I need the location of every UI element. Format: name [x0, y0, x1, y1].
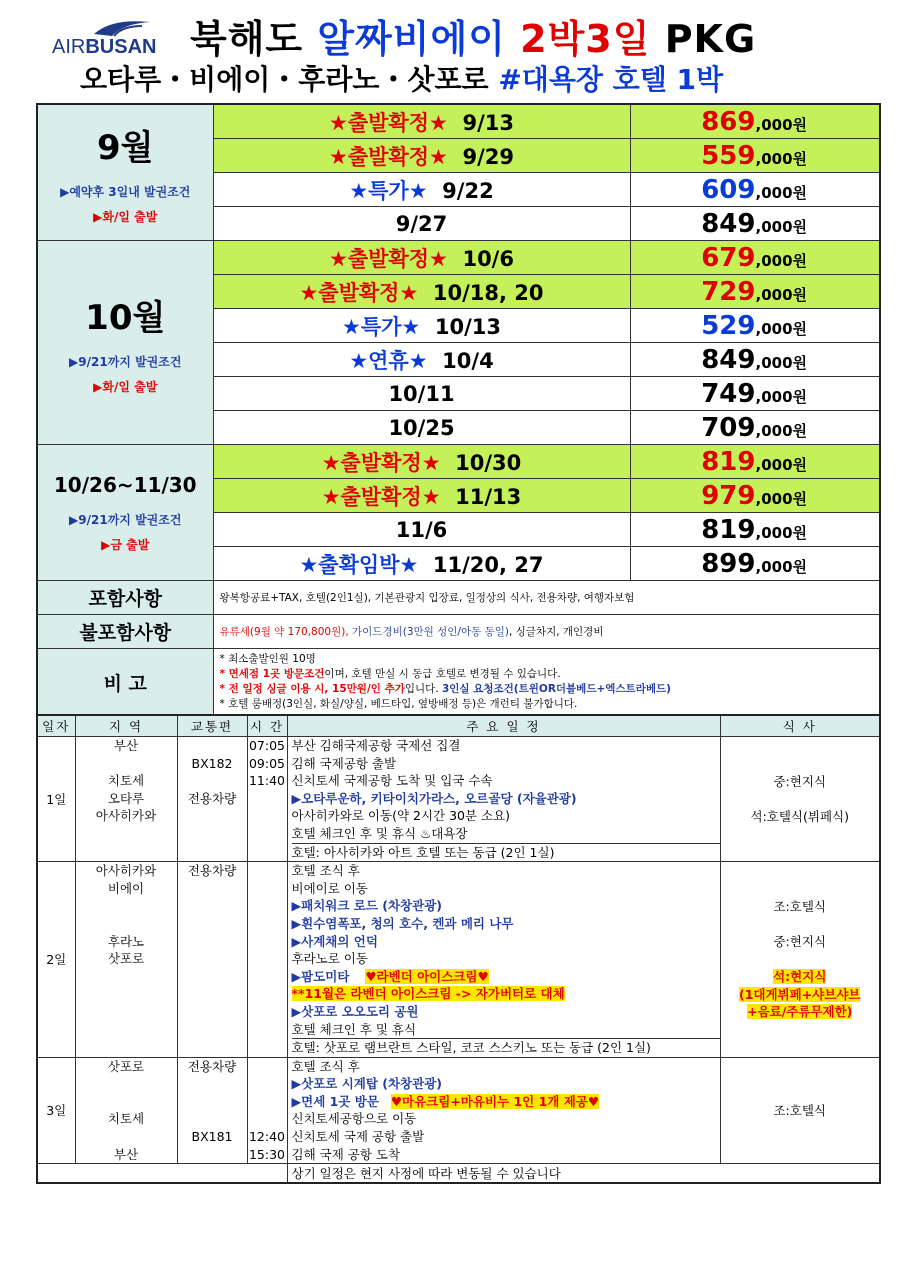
month-label: 10/26~11/30 [53, 472, 197, 497]
price-unit: ,000원 [755, 217, 807, 236]
excluded-rest: , 싱글차지, 개인경비 [508, 626, 604, 638]
departure-tag: ★출발확정★ [329, 246, 448, 271]
remark-line: * 최소출발인원 10명 [219, 653, 316, 665]
ticketing-condition: ▶9/21까지 발권조건 [69, 512, 182, 527]
price-unit: ,000원 [755, 387, 807, 406]
remarks-row [37, 649, 880, 717]
day1-label: 1일 [37, 737, 75, 862]
day1-times [247, 737, 287, 862]
title-region: 북해도 [190, 17, 304, 61]
schedule-table [36, 714, 881, 1184]
header-day: 일자 [37, 715, 75, 737]
price-unit: ,000원 [755, 455, 807, 474]
departure-date: 9/29 [462, 144, 514, 169]
subtitle-hotel: #대욕장 호텔 1박 [498, 63, 724, 96]
included-text: 왕복항공료+TAX, 호텔(2인1실), 기본관광지 입장료, 일정상의 식사, 전용차량, 여행자보험 [213, 581, 880, 615]
price-unit: ,000원 [755, 149, 807, 168]
meal: 중:현지식 [773, 934, 826, 950]
price-value: 559 [701, 140, 756, 171]
price-value: 819 [701, 446, 756, 477]
departure-date-cell [213, 275, 630, 309]
included-label: 포함사항 [37, 581, 213, 615]
price-unit: ,000원 [755, 353, 807, 372]
departure-tag: ★출발확정★ [321, 450, 441, 475]
price-unit: ,000원 [755, 115, 807, 134]
departure-date-cell [213, 377, 630, 411]
price-cell [630, 479, 880, 513]
price-cell [630, 139, 880, 173]
price-unit: ,000원 [755, 489, 807, 508]
transport: 전용차량 [187, 863, 237, 879]
departure-date-cell [213, 104, 630, 139]
itinerary-item: 호텔 체크인 후 및 휴식 ♨대욕장 [291, 825, 468, 841]
page-title [190, 8, 756, 63]
price-cell [630, 343, 880, 377]
departure-date: 11/20, 27 [432, 552, 544, 577]
departure-date-cell [213, 445, 630, 479]
price-value: 749 [701, 378, 756, 409]
day2-label: 2일 [37, 862, 75, 1058]
remark-highlight: * 전 일정 싱글 이용 시, 15만원/인 추가 [219, 683, 405, 695]
day3-label: 3일 [37, 1057, 75, 1164]
price-value: 899 [701, 548, 756, 579]
day1-transport [177, 737, 247, 862]
price-value: 849 [701, 344, 756, 375]
hotel-info: 호텔: 삿포로 램브란트 스타일, 코코 스스키노 또는 동급 (2인 1실) [292, 1038, 720, 1057]
price-row [37, 104, 880, 139]
price-value: 819 [701, 514, 756, 545]
departure-date: 10/13 [434, 314, 501, 339]
departure-date: 10/4 [442, 348, 494, 373]
itinerary-item: 호텔 체크인 후 및 휴식 [291, 1021, 417, 1037]
price-value: 979 [701, 480, 756, 511]
departure-date: 10/30 [455, 450, 522, 475]
departure-date-cell [213, 139, 630, 173]
title-pkg: PKG [664, 17, 757, 61]
month-label: 9월 [96, 128, 154, 168]
price-cell [630, 241, 880, 275]
transport: BX181 [191, 1129, 233, 1145]
gift-note: ♥마유크림+마유비누 1인 1개 제공♥ [390, 1093, 600, 1109]
departure-date-cell [213, 547, 630, 581]
remarks-text [213, 649, 880, 717]
month-cell [37, 241, 213, 445]
itinerary-item: ▶오타루운하, 키타이치가라스, 오르골당 (자율관광) [291, 790, 577, 806]
price-unit: ,000원 [755, 285, 807, 304]
day3-meals [720, 1057, 880, 1164]
price-cell [630, 547, 880, 581]
air-busan-logo [52, 16, 172, 60]
price-value: 869 [701, 106, 756, 137]
departure-date: 9/22 [442, 178, 494, 203]
remark-highlight: 3인실 요청조건(트윈OR더블베드+엑스트라베드) [441, 683, 671, 695]
departure-date-cell [213, 513, 630, 547]
price-value: 849 [701, 208, 756, 239]
departure-date-cell [213, 207, 630, 241]
price-unit: ,000원 [755, 557, 807, 576]
departure-date-cell [213, 411, 630, 445]
departure-tag: ★연휴★ [349, 348, 428, 373]
itinerary-item: 김해 국제공항 출발 [291, 755, 397, 771]
schedule-footer-note: 상기 일정은 현지 사정에 따라 변동될 수 있습니다 [287, 1164, 880, 1184]
page-subtitle [80, 58, 723, 98]
price-cell [630, 173, 880, 207]
meal: 석:호텔식(뷔페식) [750, 808, 849, 824]
meal-detail: (1대게뷔페+샤브샤브 [739, 986, 861, 1002]
time: 11:40 [248, 773, 286, 789]
meal-detail: +음료/주류무제한) [747, 1004, 853, 1020]
price-unit: ,000원 [755, 183, 807, 202]
day3-itinerary [287, 1057, 720, 1164]
meal: 석:현지식 [773, 969, 827, 985]
price-unit: ,000원 [755, 421, 807, 440]
month-cell [37, 445, 213, 581]
departure-date-cell [213, 309, 630, 343]
remarks-label: 비 고 [37, 649, 213, 717]
header-itinerary: 주 요 일 정 [287, 715, 720, 737]
header-meals: 식 사 [720, 715, 880, 737]
time: 12:40 [248, 1129, 286, 1145]
region: 비에이 [107, 880, 145, 896]
itinerary-item: ▶흰수염폭포, 청의 호수, 켄과 메리 나무 [291, 915, 514, 931]
day2-meals [720, 862, 880, 1058]
price-value: 729 [701, 276, 756, 307]
price-cell [630, 411, 880, 445]
day3-transport [177, 1057, 247, 1164]
november-note: **11월은 라벤더 아이스크림 -> 자가버터로 대체 [291, 986, 565, 1002]
remark-text: 이며, 호텔 만실 시 동급 호텔로 변경될 수 있습니다. [324, 668, 561, 680]
remark-line [220, 682, 880, 697]
time: 07:05 [248, 738, 286, 753]
itinerary-item: ▶패치워크 로드 (차창관광) [291, 898, 442, 914]
itinerary-item: 신치토세공항으로 이동 [291, 1111, 417, 1127]
departure-tag: ★출발확정★ [321, 484, 441, 509]
price-value: 529 [701, 310, 756, 341]
excluded-label: 불포함사항 [37, 615, 213, 649]
page-header [0, 0, 905, 100]
title-duration: 2박3일 [520, 17, 651, 61]
header-transport: 교통편 [177, 715, 247, 737]
logo-text-air: AIR [52, 36, 86, 58]
day2-times [247, 862, 287, 1058]
departure-date: 9/13 [462, 110, 514, 135]
price-value: 679 [701, 242, 756, 273]
price-cell [630, 207, 880, 241]
itinerary-item: ▶삿포로 시계탑 (차창관광) [291, 1076, 442, 1092]
departure-days: ▶금 출발 [101, 537, 150, 552]
transport [178, 772, 247, 790]
region: 치토세 [107, 1111, 145, 1127]
price-row [37, 445, 880, 479]
departure-date: 9/27 [395, 211, 448, 236]
departure-tag: ★특가★ [349, 178, 428, 203]
region: 삿포로 [107, 951, 145, 967]
transport: 전용차량 [187, 1058, 237, 1074]
departure-tag: ★출발확정★ [329, 110, 448, 135]
price-cell [630, 104, 880, 139]
region: 아사히카와 [95, 808, 157, 824]
day1-itinerary [287, 737, 720, 862]
departure-date-cell [213, 479, 630, 513]
itinerary-item: ▶면세 1곳 방문 [291, 1093, 379, 1109]
remark-highlight: * 면세점 1곳 방문조건 [219, 668, 325, 680]
meal: 중:현지식 [773, 773, 826, 789]
schedule-header-row [37, 715, 880, 737]
departure-date: 10/18, 20 [432, 280, 544, 305]
header-region: 지 역 [75, 715, 177, 737]
departure-date: 11/6 [395, 517, 448, 542]
itinerary-item: 아사히카와로 이동(약 2시간 30분 소요) [291, 808, 511, 824]
region: 부산 [113, 1146, 139, 1162]
price-cell [630, 377, 880, 411]
excluded-row [37, 615, 880, 649]
transport [178, 737, 247, 755]
title-product: 알짜비에이 [317, 17, 506, 61]
departure-date: 10/6 [462, 246, 514, 271]
departure-date: 10/11 [388, 381, 455, 406]
region: 치토세 [107, 773, 145, 789]
departure-date: 10/25 [388, 415, 455, 440]
ticketing-condition: ▶9/21까지 발권조건 [69, 355, 182, 369]
price-cell [630, 275, 880, 309]
day2-regions [75, 862, 177, 1058]
departure-days: ▶화/일 출발 [93, 210, 158, 224]
included-row [37, 581, 880, 615]
fuel-surcharge: 유류세(9월 약 170,800원), [219, 626, 353, 638]
day3-regions [75, 1057, 177, 1164]
price-row [37, 241, 880, 275]
itinerary-item: 신치토세 국제공항 도착 및 입국 수속 [291, 773, 493, 789]
subtitle-route: 오타루・비에이・후라노・삿포로 [80, 63, 489, 96]
region: 후라노 [107, 933, 145, 949]
itinerary-item: 신치토세 국제 공항 출발 [291, 1129, 425, 1145]
itinerary-item: 호텔 조식 후 [291, 863, 360, 879]
hotel-info: 호텔: 아사히카와 아트 호텔 또는 동급 (2인 1실) [292, 843, 720, 862]
itinerary-item: ▶삿포로 오오도리 공원 [291, 1003, 419, 1019]
departure-days: ▶화/일 출발 [93, 380, 158, 394]
time: 09:05 [248, 755, 286, 771]
region: 아사히카와 [95, 863, 157, 879]
excluded-text [213, 615, 880, 649]
time: 15:30 [248, 1146, 286, 1162]
remark-line [220, 667, 880, 682]
month-label: 10월 [85, 298, 166, 338]
day1-row [37, 737, 880, 862]
departure-date-cell [213, 343, 630, 377]
day3-row [37, 1057, 880, 1164]
price-table [36, 103, 881, 717]
price-cell [630, 309, 880, 343]
day2-transport [177, 862, 247, 1058]
guide-fee: 가이드경비(3만원 성인/아동 동일) [352, 626, 509, 638]
transport: BX182 [191, 755, 233, 771]
schedule-footer-row [37, 1164, 880, 1184]
transport: 전용차량 [187, 790, 237, 806]
remark-text: 입니다. [404, 683, 442, 695]
price-cell [630, 445, 880, 479]
price-value: 609 [701, 174, 756, 205]
itinerary-item: 비에이로 이동 [291, 880, 368, 896]
region [76, 755, 177, 773]
day2-itinerary [287, 862, 720, 1058]
departure-date: 11/13 [455, 484, 522, 509]
meal: 조:호텔식 [773, 898, 826, 914]
price-unit: ,000원 [755, 251, 807, 270]
logo-text-busan: BUSAN [85, 36, 157, 58]
month-cell [37, 104, 213, 241]
meal: 조:호텔식 [773, 1102, 826, 1118]
itinerary-item: 후라노로 이동 [291, 951, 368, 967]
departure-tag: ★특가★ [342, 314, 421, 339]
price-value: 709 [701, 412, 756, 443]
day2-row [37, 862, 880, 1058]
price-unit: ,000원 [755, 319, 807, 338]
header-time: 시 간 [247, 715, 287, 737]
itinerary-item: ▶사계채의 언덕 [291, 933, 378, 949]
price-unit: ,000원 [755, 523, 807, 542]
day1-meals [720, 737, 880, 862]
departure-tag: ★출발확정★ [299, 280, 419, 305]
departure-tag: ★출확임박★ [299, 552, 419, 577]
itinerary-item: ▶팜도미타 [291, 968, 350, 984]
region: 부산 [113, 738, 139, 753]
day3-times [247, 1057, 287, 1164]
itinerary-item: 호텔 조식 후 [291, 1058, 360, 1074]
price-cell [630, 513, 880, 547]
region: 오타루 [107, 790, 145, 806]
departure-date-cell [213, 173, 630, 207]
lavender-icecream-note: ♥라벤더 아이스크림♥ [365, 968, 489, 984]
departure-tag: ★출발확정★ [329, 144, 448, 169]
remark-line: * 호텔 룸배정(3인실, 화실/양실, 베드타입, 옆방배정 등)은 개런티 불가합니다. [219, 698, 578, 710]
region: 삿포로 [107, 1058, 145, 1074]
itinerary-item: 김해 국제 공항 도착 [291, 1146, 401, 1162]
departure-date-cell [213, 241, 630, 275]
itinerary-item: 부산 김해국제공항 국제선 집결 [291, 738, 461, 753]
ticketing-condition: ▶예약후 3일내 발권조건 [60, 185, 191, 199]
day1-regions [75, 737, 177, 862]
